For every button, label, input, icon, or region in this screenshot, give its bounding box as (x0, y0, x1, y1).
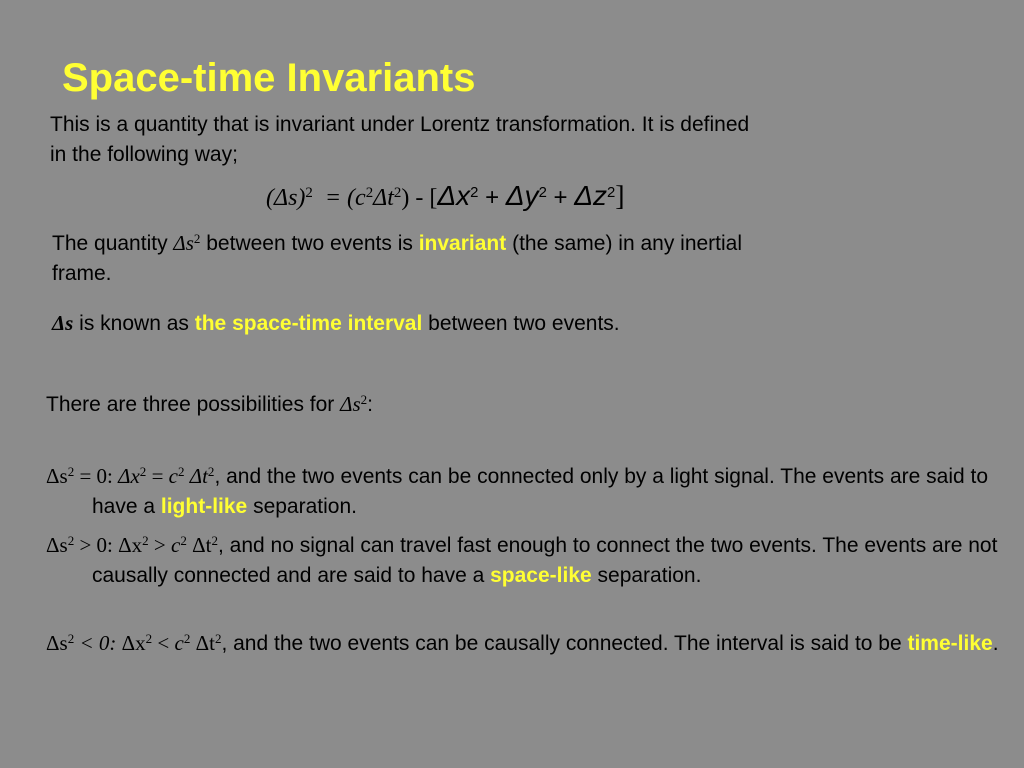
intro-line-1: This is a quantity that is invariant under Lorentz transformation. It is defined (50, 113, 750, 136)
highlight-time-like: time-like (907, 632, 993, 655)
case-space-like: $\Delta s^2 > 0$: $\Delta x^2 > c^2$ $\Delta t^2$, and no signal can travel fast enough to connect the two events. The events are not causally connected and are said to have a space-like separation. (46, 532, 998, 587)
delta-s-symbol: Δs (173, 231, 194, 255)
case-time-like: $\Delta s^2 < 0$: $\Delta x^2 < c^2$ $\Delta t^2$, and the two events can be causally connected. The interval is said to be time-like. (46, 630, 999, 655)
intro-paragraph (50, 110, 749, 170)
highlight-interval: the space-time interval (194, 312, 423, 335)
highlight-light-like: light-like (160, 495, 248, 518)
possibilities-heading: There are three possibilities for $\Delta s^2$: (46, 391, 373, 416)
intro-line-2: in the following way; (50, 143, 238, 166)
case-light-like: $\Delta s^2 = 0$: $\Delta x^2 = c^2$ $\Delta t^2$, and the two events can be connected only by a light signal. The events are said to have a light-like separation. (46, 463, 989, 518)
interval-formula: $(\Delta s)^2 = (c^2\Delta t^2) - [\Delta x^2 + \Delta y^2 + \Delta z^2]$ (266, 180, 625, 212)
highlight-space-like: space-like (490, 564, 592, 587)
delta-s-symbol: Δs (52, 311, 74, 335)
invariant-paragraph: The quantity $\Delta s^2$ between two events is invariant (the same) in any inertial frame. (52, 230, 743, 285)
interval-paragraph: Δs is known as the space-time interval between two events. (52, 311, 620, 335)
slide-title: Space-time Invariants (62, 56, 476, 100)
highlight-invariant: invariant (418, 232, 507, 255)
formula-lhs: (Δs) (266, 185, 306, 211)
